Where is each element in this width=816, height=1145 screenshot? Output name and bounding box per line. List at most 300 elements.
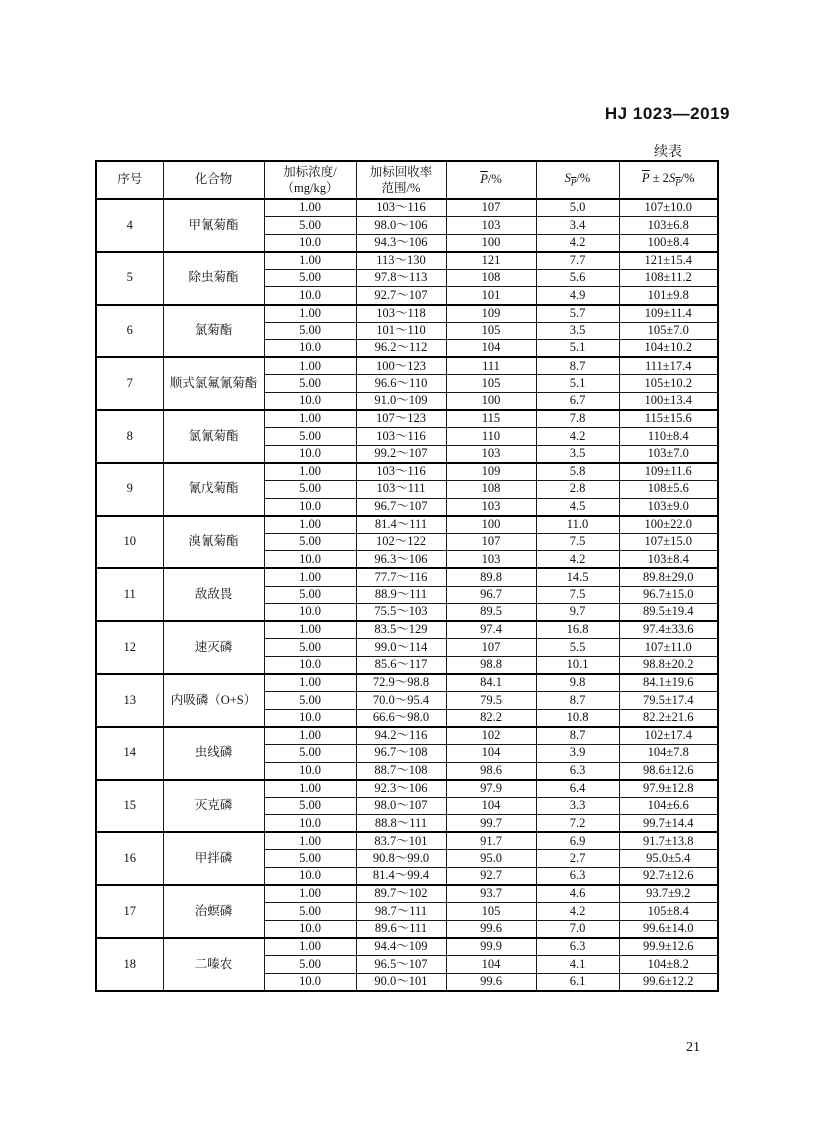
standard-deviation-value: 3.3: [536, 797, 619, 815]
col-header-mean-recovery: [446, 161, 536, 199]
spike-concentration-value: 1.00: [264, 199, 356, 217]
spike-concentration-value: 1.00: [264, 516, 356, 534]
standard-deviation-value: 10.1: [536, 656, 619, 674]
spike-concentration-value: 5.00: [264, 375, 356, 393]
recovery-range-value: 113～130: [356, 252, 446, 270]
compound-serial-no: 8: [96, 410, 163, 463]
compound-serial-no: 9: [96, 463, 163, 516]
mean-recovery-value: 79.5: [446, 692, 536, 710]
recovery-range-value: 89.6～111: [356, 920, 446, 938]
standard-deviation-value: 4.2: [536, 903, 619, 921]
spike-concentration-value: 1.00: [264, 621, 356, 639]
spike-conc-line2: （mg/kg）: [281, 181, 339, 195]
confidence-interval-value: 107±15.0: [619, 533, 718, 551]
page-number: 21: [686, 1040, 700, 1055]
recovery-range-value: 90.0～101: [356, 973, 446, 991]
confidence-interval-value: 104±6.6: [619, 797, 718, 815]
recovery-range-value: 89.7～102: [356, 885, 446, 903]
mean-recovery-value: 115: [446, 410, 536, 428]
recovery-range-value: 81.4～111: [356, 516, 446, 534]
standard-deviation-value: 4.6: [536, 885, 619, 903]
standard-deviation-value: 4.2: [536, 551, 619, 569]
confidence-interval-value: 110±8.4: [619, 428, 718, 446]
spike-concentration-value: 10.0: [264, 604, 356, 622]
mean-recovery-value: 100: [446, 234, 536, 252]
standard-deviation-value: 3.5: [536, 322, 619, 340]
table-row: [96, 516, 718, 534]
compound-name: 甲拌磷: [163, 832, 264, 885]
spike-concentration-value: 1.00: [264, 885, 356, 903]
confidence-interval-value: 104±8.2: [619, 956, 718, 974]
recovery-range-value: 97.8～113: [356, 269, 446, 287]
compound-serial-no: 15: [96, 780, 163, 833]
recovery-range-value: 77.7～116: [356, 568, 446, 586]
mean-recovery-value: 107: [446, 639, 536, 657]
spike-concentration-value: 1.00: [264, 727, 356, 745]
compound-serial-no: 6: [96, 305, 163, 358]
standard-deviation-value: 6.4: [536, 780, 619, 798]
spike-concentration-value: 10.0: [264, 920, 356, 938]
mean-recovery-value: 91.7: [446, 832, 536, 850]
standard-deviation-value: 6.9: [536, 832, 619, 850]
confidence-interval-value: 105±10.2: [619, 375, 718, 393]
recovery-range-value: 88.8～111: [356, 815, 446, 833]
spike-concentration-value: 10.0: [264, 393, 356, 411]
mean-recovery-value: 95.0: [446, 850, 536, 868]
confidence-interval-value: 103±7.0: [619, 445, 718, 463]
spike-concentration-value: 5.00: [264, 481, 356, 499]
recovery-range-line2: 范围/%: [381, 181, 421, 195]
confidence-interval-value: 98.6±12.6: [619, 762, 718, 780]
plus-minus-2: ± 2: [652, 171, 669, 186]
mean-recovery-value: 89.5: [446, 604, 536, 622]
confidence-interval-value: 100±8.4: [619, 234, 718, 252]
standard-deviation-value: 7.5: [536, 533, 619, 551]
recovery-range-value: 94.2～116: [356, 727, 446, 745]
recovery-range-value: 66.6～98.0: [356, 709, 446, 727]
recovery-range-value: 85.6～117: [356, 656, 446, 674]
standard-deviation-value: 16.8: [536, 621, 619, 639]
spike-concentration-value: 5.00: [264, 692, 356, 710]
table-row: [96, 832, 718, 850]
compound-name: 氯菊酯: [163, 305, 264, 358]
confidence-interval-value: 89.8±29.0: [619, 568, 718, 586]
recovery-range-value: 90.8～99.0: [356, 850, 446, 868]
recovery-range-value: 96.2～112: [356, 340, 446, 358]
spike-concentration-value: 1.00: [264, 410, 356, 428]
standard-deviation-value: 4.2: [536, 428, 619, 446]
table-row: [96, 780, 718, 798]
confidence-interval-value: 109±11.4: [619, 305, 718, 323]
spike-concentration-value: 10.0: [264, 868, 356, 886]
confidence-interval-value: 91.7±13.8: [619, 832, 718, 850]
col-header-serial-no: [96, 161, 163, 199]
compound-serial-no: 13: [96, 674, 163, 727]
mean-recovery-value: 104: [446, 797, 536, 815]
spike-concentration-value: 5.00: [264, 586, 356, 604]
spike-concentration-value: 1.00: [264, 463, 356, 481]
recovery-range-value: 100～123: [356, 357, 446, 375]
compound-name: 速灭磷: [163, 621, 264, 674]
recovery-range-value: 94.3～106: [356, 234, 446, 252]
recovery-range-value: 75.5～103: [356, 604, 446, 622]
recovery-range-value: 88.9～111: [356, 586, 446, 604]
recovery-range-value: 96.6～110: [356, 375, 446, 393]
spike-concentration-value: 10.0: [264, 551, 356, 569]
compound-serial-no: 4: [96, 199, 163, 252]
mean-recovery-value: 105: [446, 322, 536, 340]
confidence-interval-value: 97.9±12.8: [619, 780, 718, 798]
confidence-interval-value: 108±5.6: [619, 481, 718, 499]
table-body: [96, 199, 718, 991]
recovery-range-value: 98.7～111: [356, 903, 446, 921]
table-row: [96, 568, 718, 586]
recovery-range-value: 103～116: [356, 428, 446, 446]
standard-deviation-value: 7.8: [536, 410, 619, 428]
compound-name: 除虫菊酯: [163, 252, 264, 305]
spike-concentration-value: 5.00: [264, 322, 356, 340]
standard-deviation-value: 5.1: [536, 340, 619, 358]
standard-deviation-value: 10.8: [536, 709, 619, 727]
spike-concentration-value: 1.00: [264, 674, 356, 692]
mean-recovery-value: 109: [446, 463, 536, 481]
p-bar-subscript: P: [570, 177, 577, 188]
confidence-interval-value: 105±8.4: [619, 903, 718, 921]
compound-name: 二嗪农: [163, 938, 264, 991]
standard-deviation-value: 9.7: [536, 604, 619, 622]
spike-concentration-value: 10.0: [264, 287, 356, 305]
compound-serial-no: 18: [96, 938, 163, 991]
compound-serial-no: 12: [96, 621, 163, 674]
mean-recovery-value: 97.9: [446, 780, 536, 798]
mean-recovery-value: 103: [446, 551, 536, 569]
recovery-range-value: 72.9～98.8: [356, 674, 446, 692]
recovery-range-value: 83.7～101: [356, 832, 446, 850]
mean-recovery-value: 99.6: [446, 973, 536, 991]
recovery-range-value: 103～116: [356, 463, 446, 481]
mean-recovery-value: 108: [446, 481, 536, 499]
confidence-interval-value: 101±9.8: [619, 287, 718, 305]
standard-deviation-value: 6.3: [536, 762, 619, 780]
spike-concentration-value: 5.00: [264, 269, 356, 287]
table-row: [96, 727, 718, 745]
confidence-interval-value: 99.6±12.2: [619, 973, 718, 991]
compound-name: 治螟磷: [163, 885, 264, 938]
confidence-interval-value: 103±6.8: [619, 217, 718, 235]
recovery-range-value: 94.4～109: [356, 938, 446, 956]
confidence-interval-value: 104±7.8: [619, 744, 718, 762]
recovery-range-value: 99.2～107: [356, 445, 446, 463]
standard-deviation-value: 3.4: [536, 217, 619, 235]
standard-deviation-value: 4.5: [536, 498, 619, 516]
mean-recovery-value: 107: [446, 533, 536, 551]
p-bar-subscript: P: [675, 177, 681, 188]
mean-recovery-value: 89.8: [446, 568, 536, 586]
mean-recovery-value: 98.6: [446, 762, 536, 780]
recovery-range-value: 70.0～95.4: [356, 692, 446, 710]
mean-recovery-value: 111: [446, 357, 536, 375]
compound-serial-no: 10: [96, 516, 163, 569]
spike-concentration-value: 1.00: [264, 780, 356, 798]
confidence-interval-value: 97.4±33.6: [619, 621, 718, 639]
confidence-interval-value: 89.5±19.4: [619, 604, 718, 622]
confidence-interval-value: 103±8.4: [619, 551, 718, 569]
col-header-standard-deviation: [536, 161, 619, 199]
recovery-range-value: 91.0～109: [356, 393, 446, 411]
spike-concentration-value: 5.00: [264, 217, 356, 235]
spike-concentration-value: 10.0: [264, 340, 356, 358]
compound-serial-no: 16: [96, 832, 163, 885]
recovery-range-value: 96.7～108: [356, 744, 446, 762]
standard-deviation-value: 11.0: [536, 516, 619, 534]
standard-deviation-value: 5.8: [536, 463, 619, 481]
confidence-interval-value: 105±7.0: [619, 322, 718, 340]
spike-concentration-value: 10.0: [264, 656, 356, 674]
mean-recovery-value: 99.6: [446, 920, 536, 938]
recovery-range-value: 96.5～107: [356, 956, 446, 974]
spike-concentration-value: 5.00: [264, 797, 356, 815]
mean-recovery-value: 97.4: [446, 621, 536, 639]
recovery-range-value: 88.7～108: [356, 762, 446, 780]
mean-recovery-value: 99.7: [446, 815, 536, 833]
mean-recovery-value: 104: [446, 956, 536, 974]
mean-recovery-value: 109: [446, 305, 536, 323]
compound-name: 溴氰菊酯: [163, 516, 264, 569]
compound-name: 甲氰菊酯: [163, 199, 264, 252]
spike-concentration-value: 10.0: [264, 973, 356, 991]
spike-concentration-value: 5.00: [264, 428, 356, 446]
standard-deviation-value: 6.3: [536, 938, 619, 956]
confidence-interval-value: 100±22.0: [619, 516, 718, 534]
mean-recovery-value: 121: [446, 252, 536, 270]
confidence-interval-value: 84.1±19.6: [619, 674, 718, 692]
standard-deviation-value: 14.5: [536, 568, 619, 586]
confidence-interval-value: 107±10.0: [619, 199, 718, 217]
spike-concentration-value: 1.00: [264, 305, 356, 323]
confidence-interval-value: 92.7±12.6: [619, 868, 718, 886]
percent-suffix: /%: [576, 171, 591, 186]
document-code: HJ 1023—2019: [604, 104, 730, 123]
spike-concentration-value: 10.0: [264, 498, 356, 516]
standard-deviation-value: 4.2: [536, 234, 619, 252]
mean-recovery-value: 84.1: [446, 674, 536, 692]
spike-conc-line1: 加标浓度/: [283, 164, 337, 179]
compound-serial-no: 7: [96, 357, 163, 410]
table-row: [96, 463, 718, 481]
standard-deviation-value: 4.9: [536, 287, 619, 305]
standard-deviation-value: 7.7: [536, 252, 619, 270]
mean-recovery-value: 102: [446, 727, 536, 745]
confidence-interval-value: 95.0±5.4: [619, 850, 718, 868]
table-row: [96, 410, 718, 428]
spike-concentration-value: 1.00: [264, 568, 356, 586]
confidence-interval-value: 121±15.4: [619, 252, 718, 270]
spike-concentration-value: 5.00: [264, 639, 356, 657]
spike-concentration-value: 5.00: [264, 850, 356, 868]
recovery-range-value: 102～122: [356, 533, 446, 551]
s-symbol: S: [668, 171, 676, 186]
compound-name: 氰戊菊酯: [163, 463, 264, 516]
standard-deviation-value: 3.5: [536, 445, 619, 463]
recovery-range-value: 98.0～106: [356, 217, 446, 235]
standard-deviation-value: 5.1: [536, 375, 619, 393]
mean-recovery-value: 104: [446, 340, 536, 358]
col-header-compound-label: 化合物: [194, 172, 233, 187]
table-row: [96, 674, 718, 692]
table-row: [96, 357, 718, 375]
standard-deviation-value: 4.1: [536, 956, 619, 974]
recovery-range-value: 107～123: [356, 410, 446, 428]
confidence-interval-value: 104±10.2: [619, 340, 718, 358]
compound-name: 灭克磷: [163, 780, 264, 833]
confidence-interval-value: 102±17.4: [619, 727, 718, 745]
standard-deviation-value: 2.8: [536, 481, 619, 499]
recovery-range-value: 103～118: [356, 305, 446, 323]
recovery-data-table: [95, 160, 719, 992]
standard-deviation-value: 3.9: [536, 744, 619, 762]
percent-suffix: /%: [487, 172, 502, 187]
spike-concentration-value: 1.00: [264, 252, 356, 270]
mean-recovery-value: 110: [446, 428, 536, 446]
table-row: [96, 199, 718, 217]
recovery-range-value: 83.5～129: [356, 621, 446, 639]
compound-name: 内吸磷（O+S）: [163, 674, 264, 727]
compound-serial-no: 14: [96, 727, 163, 780]
standard-deviation-value: 7.5: [536, 586, 619, 604]
mean-recovery-value: 92.7: [446, 868, 536, 886]
standard-deviation-value: 8.7: [536, 727, 619, 745]
standard-deviation-value: 8.7: [536, 692, 619, 710]
table-row: [96, 885, 718, 903]
mean-recovery-value: 105: [446, 903, 536, 921]
spike-concentration-value: 5.00: [264, 744, 356, 762]
compound-name: 虫线磷: [163, 727, 264, 780]
compound-name: 顺式氯氟氰菊酯: [163, 357, 264, 410]
mean-recovery-value: 104: [446, 744, 536, 762]
confidence-interval-value: 115±15.6: [619, 410, 718, 428]
spike-concentration-value: 10.0: [264, 762, 356, 780]
spike-concentration-value: 1.00: [264, 938, 356, 956]
table-row: [96, 938, 718, 956]
confidence-interval-value: 99.7±14.4: [619, 815, 718, 833]
table-row: [96, 252, 718, 270]
recovery-range-value: 98.0～107: [356, 797, 446, 815]
confidence-interval-value: 98.8±20.2: [619, 656, 718, 674]
mean-recovery-value: 103: [446, 217, 536, 235]
standard-deviation-value: 8.7: [536, 357, 619, 375]
spike-concentration-value: 1.00: [264, 357, 356, 375]
table-row: [96, 305, 718, 323]
mean-recovery-value: 103: [446, 445, 536, 463]
header-row: [96, 161, 718, 199]
col-header-compound: [163, 161, 264, 199]
standard-deviation-value: 6.7: [536, 393, 619, 411]
mean-recovery-value: 107: [446, 199, 536, 217]
recovery-range-value: 81.4～99.4: [356, 868, 446, 886]
spike-concentration-value: 5.00: [264, 956, 356, 974]
compound-name: 敌敌畏: [163, 568, 264, 621]
p-bar-symbol: $\overline{P}$: [641, 171, 650, 186]
recovery-range-value: 101～110: [356, 322, 446, 340]
standard-deviation-value: 5.6: [536, 269, 619, 287]
standard-deviation-value: 7.2: [536, 815, 619, 833]
mean-recovery-value: 103: [446, 498, 536, 516]
col-header-serial-no-label: 序号: [117, 172, 143, 187]
standard-deviation-value: 7.0: [536, 920, 619, 938]
standard-deviation-value: 5.7: [536, 305, 619, 323]
confidence-interval-value: 111±17.4: [619, 357, 718, 375]
recovery-range-value: 103～116: [356, 199, 446, 217]
confidence-interval-value: 93.7±9.2: [619, 885, 718, 903]
spike-concentration-value: 1.00: [264, 832, 356, 850]
continued-table-label: 续表: [654, 145, 682, 160]
standard-deviation-value: 6.3: [536, 868, 619, 886]
percent-suffix: /%: [680, 171, 695, 186]
confidence-interval-value: 107±11.0: [619, 639, 718, 657]
mean-recovery-value: 96.7: [446, 586, 536, 604]
confidence-interval-value: 99.9±12.6: [619, 938, 718, 956]
mean-recovery-value: 100: [446, 516, 536, 534]
spike-concentration-value: 10.0: [264, 234, 356, 252]
confidence-interval-value: 99.6±14.0: [619, 920, 718, 938]
standard-deviation-value: 2.7: [536, 850, 619, 868]
recovery-range-value: 103～111: [356, 481, 446, 499]
standard-deviation-value: 5.5: [536, 639, 619, 657]
confidence-interval-value: 109±11.6: [619, 463, 718, 481]
compound-serial-no: 11: [96, 568, 163, 621]
confidence-interval-value: 82.2±21.6: [619, 709, 718, 727]
recovery-range-line1: 加标回收率: [369, 164, 433, 179]
p-bar-symbol: $\overline{P}$: [480, 172, 488, 187]
compound-name: 氯氰菊酯: [163, 410, 264, 463]
standard-deviation-value: 5.0: [536, 199, 619, 217]
standard-deviation-value: 9.8: [536, 674, 619, 692]
confidence-interval-value: 100±13.4: [619, 393, 718, 411]
recovery-range-value: 99.0～114: [356, 639, 446, 657]
table-header: [96, 161, 718, 199]
recovery-range-value: 92.3～106: [356, 780, 446, 798]
mean-recovery-value: 105: [446, 375, 536, 393]
s-symbol: S: [564, 171, 571, 186]
spike-concentration-value: 5.00: [264, 903, 356, 921]
col-header-confidence-interval: [619, 161, 718, 199]
spike-concentration-value: 10.0: [264, 815, 356, 833]
mean-recovery-value: 82.2: [446, 709, 536, 727]
confidence-interval-value: 79.5±17.4: [619, 692, 718, 710]
recovery-range-value: 92.7～107: [356, 287, 446, 305]
mean-recovery-value: 100: [446, 393, 536, 411]
table-row: [96, 621, 718, 639]
compound-serial-no: 17: [96, 885, 163, 938]
spike-concentration-value: 10.0: [264, 445, 356, 463]
mean-recovery-value: 93.7: [446, 885, 536, 903]
col-header-recovery-range: [356, 161, 446, 199]
recovery-range-value: 96.7～107: [356, 498, 446, 516]
recovery-range-value: 96.3～106: [356, 551, 446, 569]
mean-recovery-value: 98.8: [446, 656, 536, 674]
mean-recovery-value: 99.9: [446, 938, 536, 956]
col-header-spike-concentration: [264, 161, 356, 199]
confidence-interval-value: 103±9.0: [619, 498, 718, 516]
spike-concentration-value: 10.0: [264, 709, 356, 727]
spike-concentration-value: 5.00: [264, 533, 356, 551]
confidence-interval-value: 96.7±15.0: [619, 586, 718, 604]
standard-deviation-value: 6.1: [536, 973, 619, 991]
mean-recovery-value: 108: [446, 269, 536, 287]
mean-recovery-value: 101: [446, 287, 536, 305]
compound-serial-no: 5: [96, 252, 163, 305]
confidence-interval-value: 108±11.2: [619, 269, 718, 287]
